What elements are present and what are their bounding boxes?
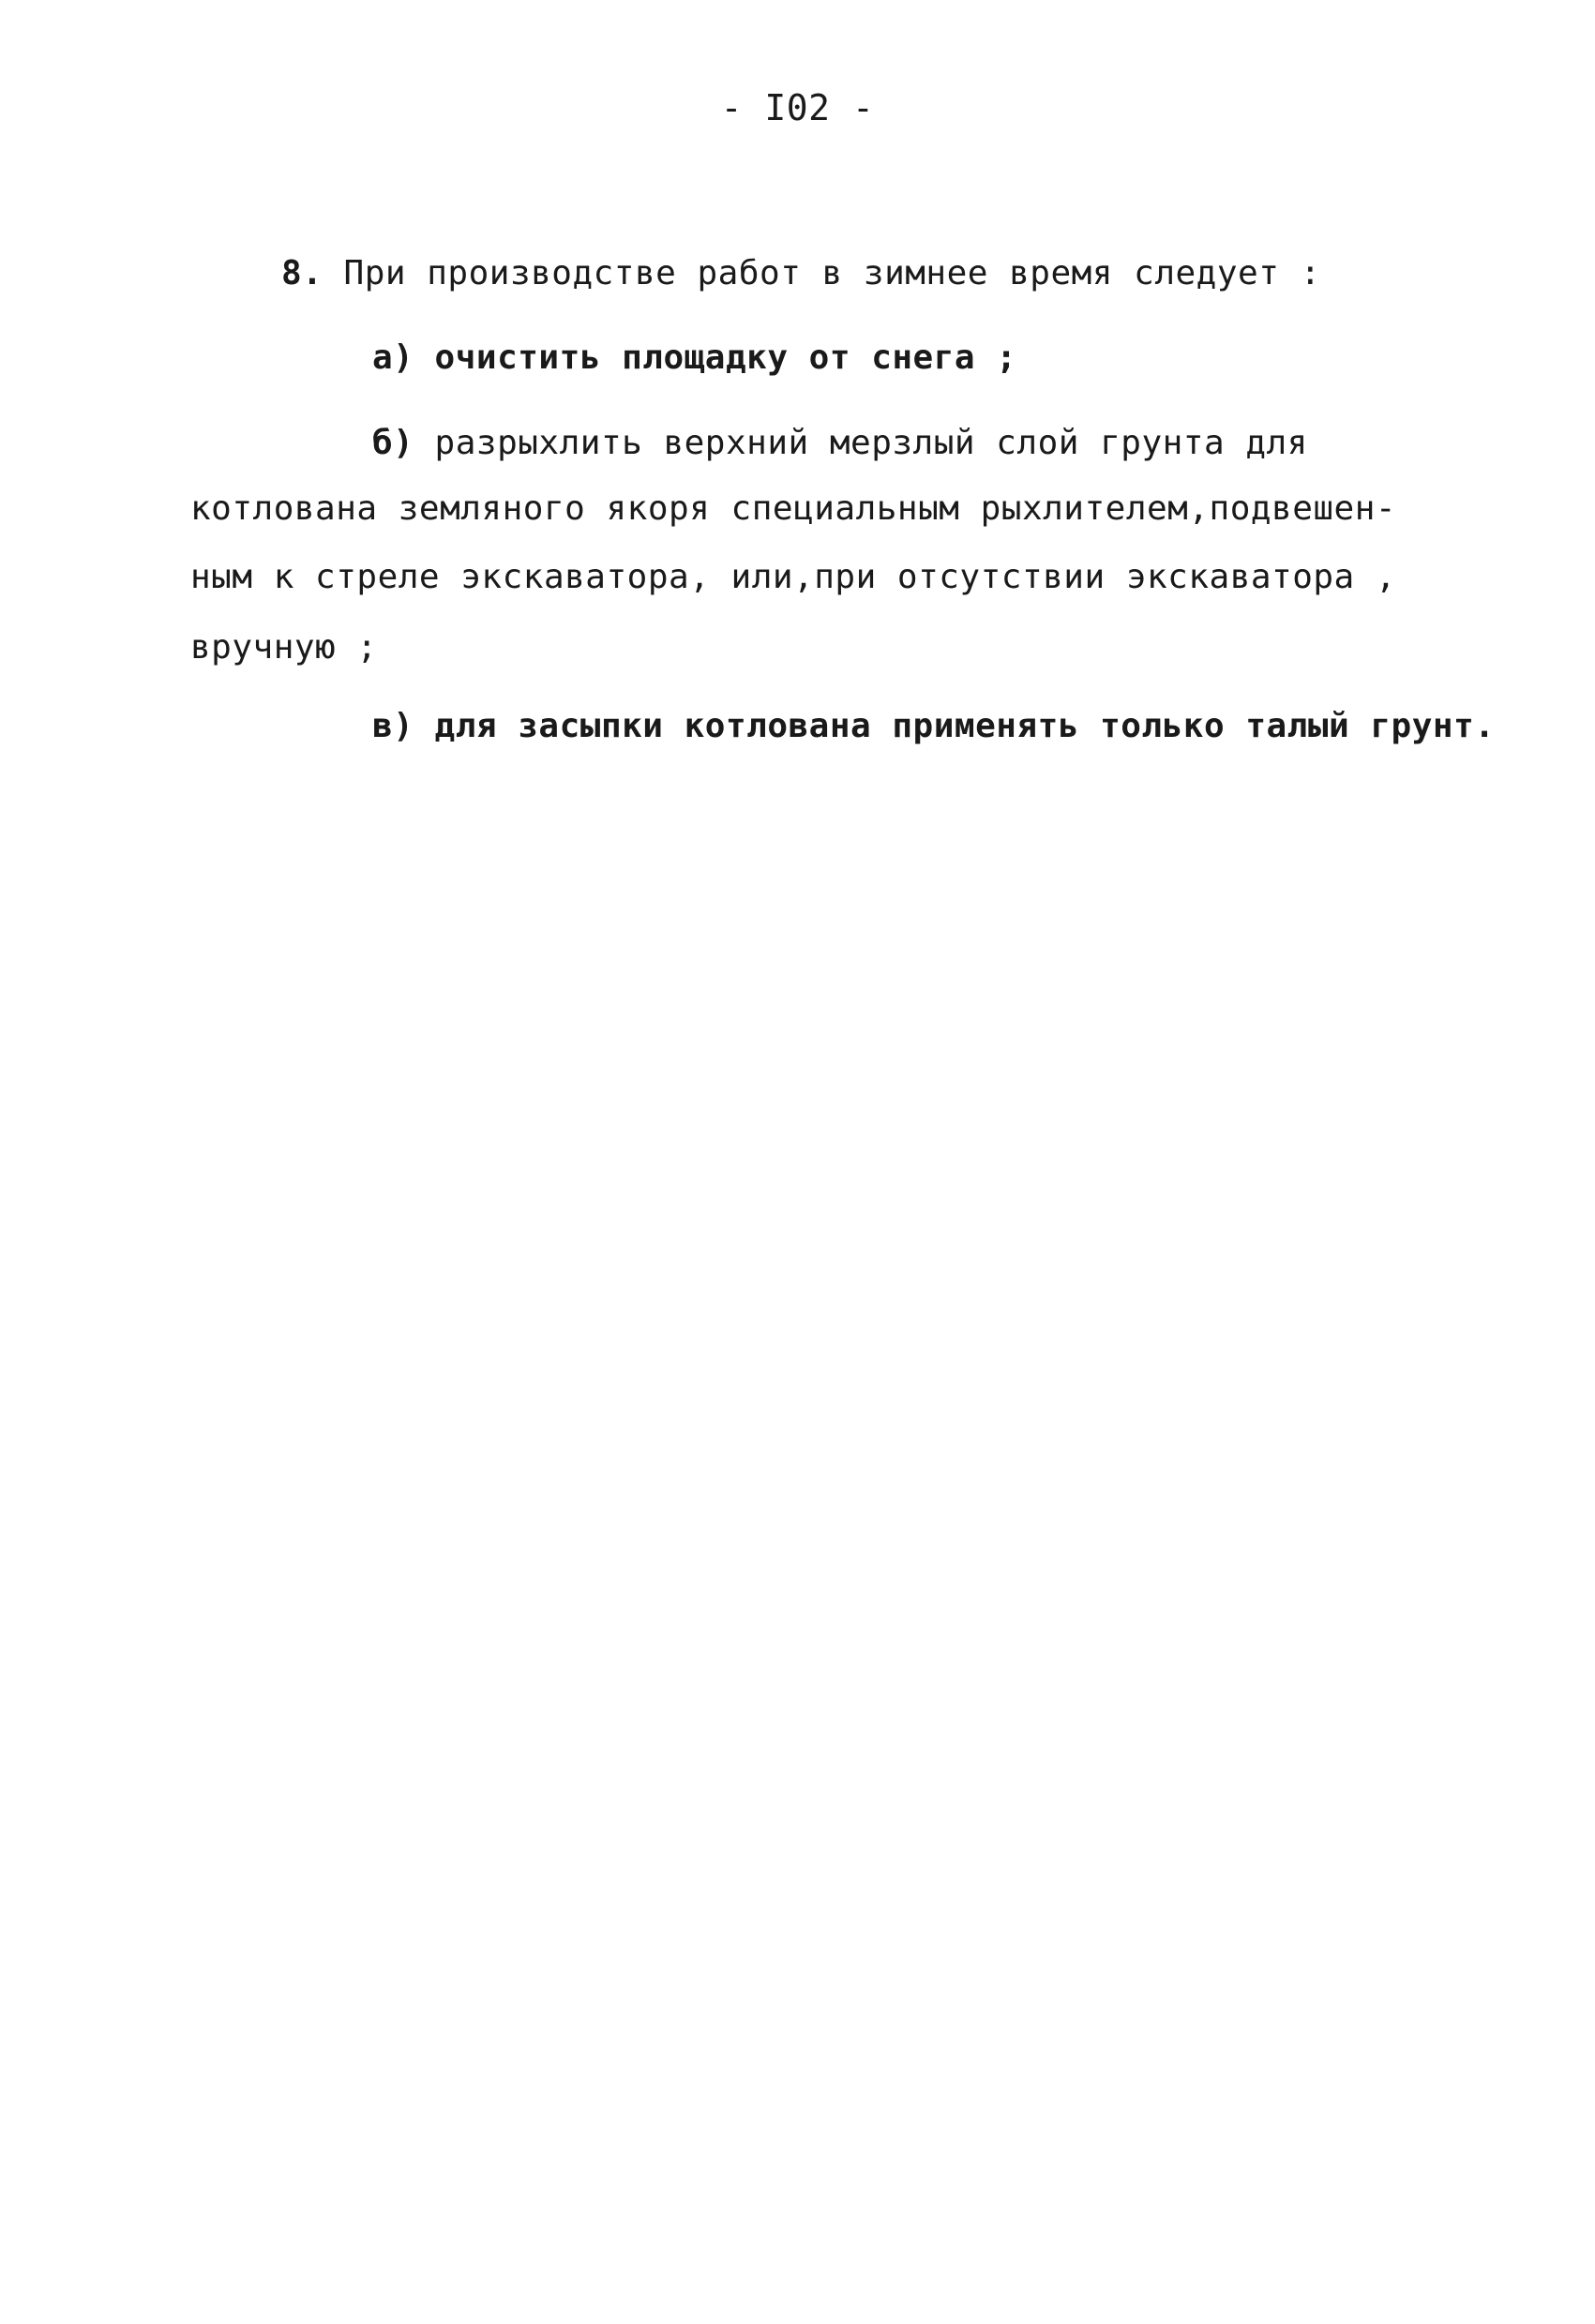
- page-number: - I02 -: [720, 87, 875, 128]
- list-item-b-marker: б): [372, 424, 414, 462]
- list-item-a-marker: а): [372, 338, 414, 377]
- list-item-c: [372, 707, 1496, 745]
- list-item-b-line-2: котлована земляного якоря специальным рыхлителем,подвешен-: [190, 489, 1397, 528]
- list-item-b-line-1: [372, 424, 1308, 462]
- list-item-a: [372, 338, 1017, 377]
- section-intro-text: При производстве работ в зимнее время следует :: [343, 254, 1321, 292]
- list-item-b-text-1: разрыхлить верхний мерзлый слой грунта для: [434, 424, 1308, 462]
- list-item-b-line-4: вручную ;: [190, 628, 378, 667]
- section-intro-marker: 8.: [281, 254, 324, 292]
- list-item-b-line-3: ным к стреле экскаватора, или,при отсутствии экскаватора ,: [190, 558, 1397, 596]
- section-intro: [281, 254, 1321, 292]
- list-item-c-marker: в): [372, 707, 414, 745]
- list-item-c-text: для засыпки котлована применять только талый грунт.: [434, 707, 1496, 745]
- list-item-a-text: очистить площадку от снега ;: [434, 338, 1017, 377]
